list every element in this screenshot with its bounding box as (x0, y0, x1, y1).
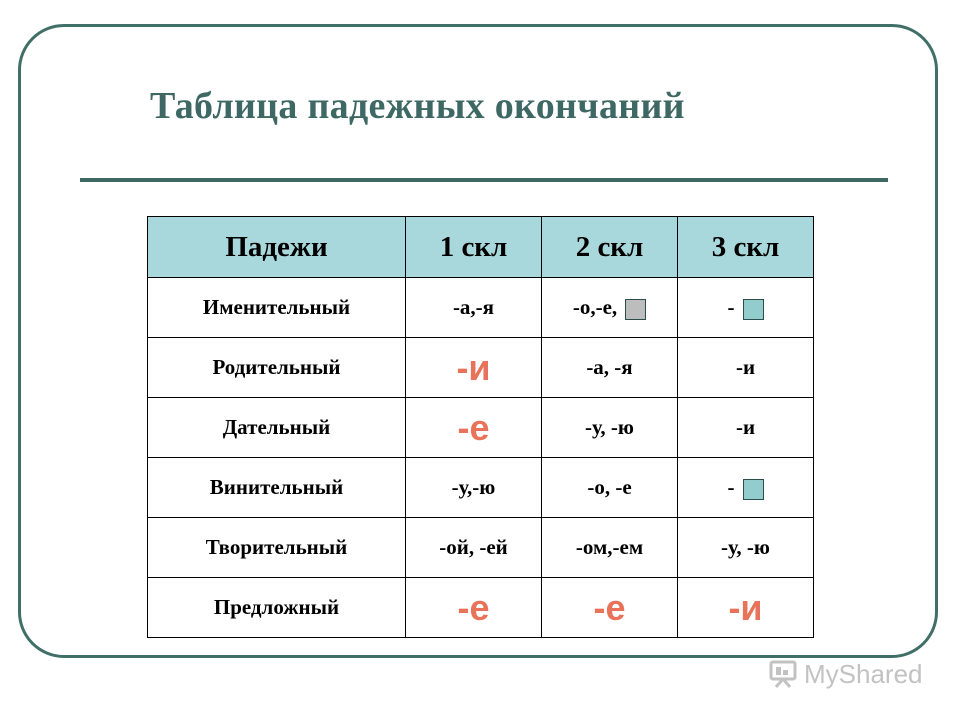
ending-cell: -ом,-ем (542, 518, 678, 578)
case-name: Дательный (148, 398, 406, 458)
table-row (148, 338, 814, 398)
table-row (148, 398, 814, 458)
ending-cell: -у, -ю (542, 398, 678, 458)
header-decl-2: 2 скл (542, 217, 678, 278)
highlighted-ending-cell: -е (406, 578, 542, 638)
highlighted-ending-cell: -е (406, 398, 542, 458)
ending-cell: -и (678, 398, 814, 458)
presentation-board-icon (768, 659, 798, 689)
case-name: Именительный (148, 278, 406, 338)
table-header-row (148, 217, 814, 278)
highlighted-ending-cell: -и (678, 578, 814, 638)
page-title: Таблица падежных окончаний (150, 85, 685, 127)
case-name: Родительный (148, 338, 406, 398)
table-row (148, 578, 814, 638)
watermark-text: MyShared (804, 658, 923, 689)
ending-cell (542, 278, 678, 338)
ending-text: -о,-е, (572, 295, 618, 319)
zero-ending-icon (625, 299, 646, 320)
case-name: Предложный (148, 578, 406, 638)
highlighted-ending-cell: -и (406, 338, 542, 398)
ending-cell: -о, -е (542, 458, 678, 518)
watermark (768, 656, 923, 692)
header-case: Падежи (148, 217, 406, 278)
table-row (148, 278, 814, 338)
header-decl-3: 3 скл (678, 217, 814, 278)
table-row (148, 458, 814, 518)
ending-cell: -ой, -ей (406, 518, 542, 578)
ending-cell: -а, -я (542, 338, 678, 398)
ending-cell: -а,-я (406, 278, 542, 338)
ending-text: - (727, 295, 735, 319)
zero-ending-icon (743, 299, 764, 320)
zero-ending-icon (743, 479, 764, 500)
highlighted-ending-cell: -е (542, 578, 678, 638)
header-decl-1: 1 скл (406, 217, 542, 278)
declension-table (147, 216, 814, 638)
ending-cell (678, 278, 814, 338)
title-divider (80, 178, 888, 182)
case-name: Винительный (148, 458, 406, 518)
table-row (148, 518, 814, 578)
ending-cell: -у, -ю (678, 518, 814, 578)
ending-cell (678, 458, 814, 518)
case-name: Творительный (148, 518, 406, 578)
ending-text: - (727, 475, 735, 499)
ending-cell: -у,-ю (406, 458, 542, 518)
ending-cell: -и (678, 338, 814, 398)
